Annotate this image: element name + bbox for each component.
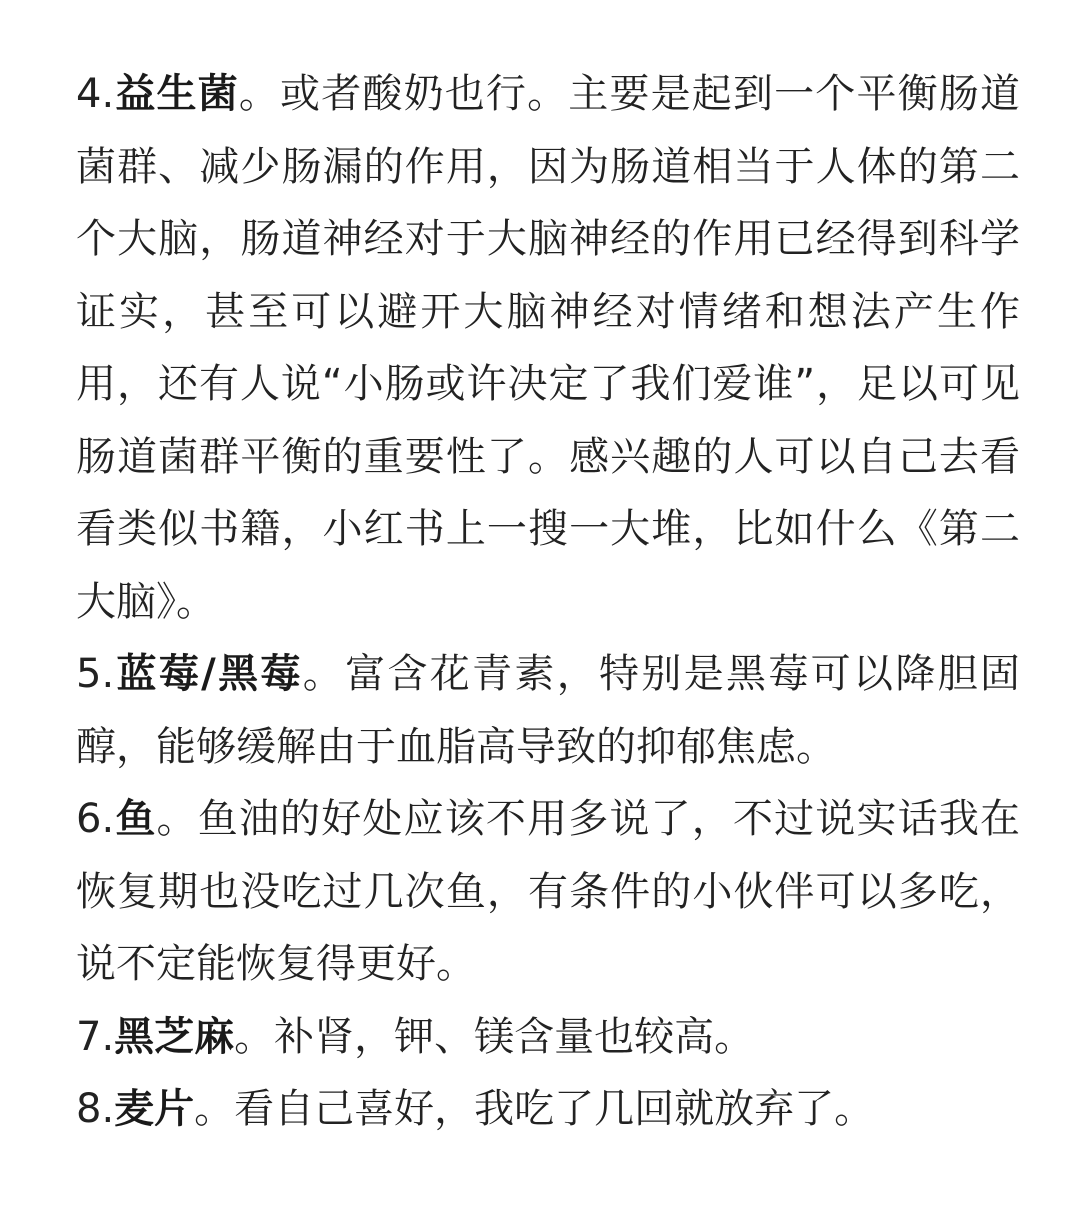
item-text: 。鱼油的好处应该不用多说了，不过说实话我在恢复期也没吃过几次鱼，有条件的小伙伴可以多吃，说不定能恢复得更好。 (76, 796, 1021, 987)
list-item-4 (76, 58, 1020, 638)
item-text: 。补肾，钾、镁含量也较高。 (234, 1013, 755, 1060)
list-item-6 (76, 783, 1020, 1001)
item-keyword: 蓝莓/黑莓 (114, 651, 303, 697)
item-number: 4. (76, 71, 115, 117)
item-text: 。看自己喜好，我吃了几回就放弃了。 (194, 1086, 875, 1132)
item-keyword: 益生菌 (114, 71, 239, 117)
list-item-8 (76, 1073, 1020, 1146)
item-keyword: 黑芝麻 (114, 1013, 235, 1060)
item-number: 6. (76, 796, 115, 842)
item-keyword: 鱼 (114, 796, 157, 842)
item-keyword: 麦片 (114, 1086, 195, 1132)
item-text: 。或者酸奶也行。主要是起到一个平衡肠道菌群、减少肠漏的作用，因为肠道相当于人体的第二个大脑，肠道神经对于大脑神经的作用已经得到科学证实，甚至可以避开大脑神经对情绪和想法产生作用，还有人说“小肠或许决定了我们爱谁”，足以可见肠道菌群平衡的重要性了。感兴趣的人可以自己去看看类似书籍，小红书上一搜一大堆，比如什么《第二大脑》。 (76, 71, 1021, 625)
item-number: 5. (76, 651, 115, 697)
item-number: 8. (76, 1086, 115, 1132)
item-number: 7. (76, 1013, 115, 1060)
item-text: 。富含花青素，特别是黑莓可以降胆固醇，能够缓解由于血脂高导致的抑郁焦虑。 (76, 651, 1020, 770)
list-item-5 (76, 638, 1020, 783)
list-item-7 (76, 1001, 1020, 1074)
